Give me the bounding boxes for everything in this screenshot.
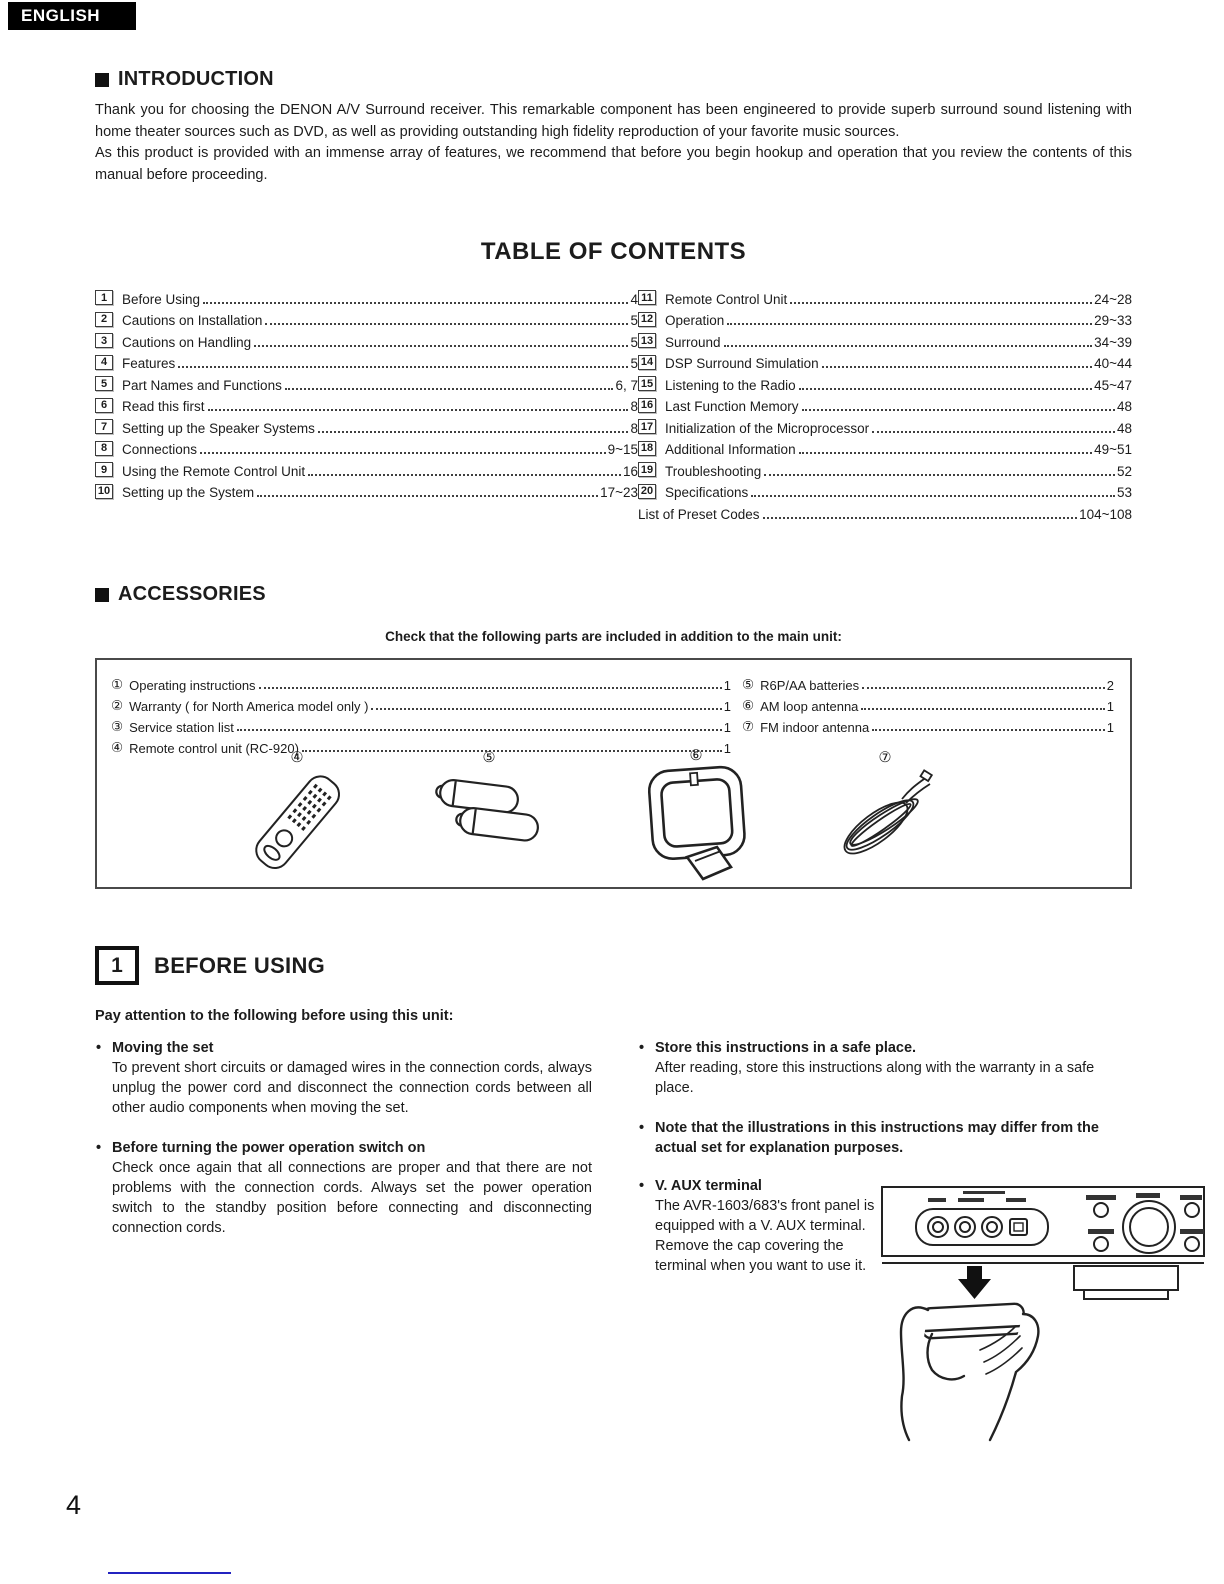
toc-item-page: 48: [1116, 399, 1132, 414]
accessories-right-column: [742, 673, 1114, 757]
toc-item-page: 5: [630, 313, 638, 328]
toc-item-page: 8: [630, 420, 638, 436]
leader-dots: [862, 687, 1105, 689]
vaux-panel-and-hand-illustration: [868, 1182, 1220, 1442]
toc-leader-dots: [318, 431, 629, 433]
accessory-item-qty: 1: [1106, 720, 1114, 735]
accessory-figure-fm-antenna: [825, 750, 945, 867]
accessory-item-qty: 2: [1106, 678, 1114, 693]
toc-item-label: Before Using: [122, 291, 201, 307]
toc-item-number: 6: [95, 398, 113, 413]
toc-item-label: Features: [122, 356, 176, 371]
batteries-illustration: [430, 767, 548, 853]
toc-item-label: Listening to the Radio: [665, 377, 796, 393]
accessory-item-number: ⑤: [742, 677, 755, 692]
table-of-contents: [95, 287, 1132, 524]
toc-item-number: 15: [638, 376, 656, 391]
toc-item-number: 12: [638, 312, 656, 327]
toc-item: [638, 373, 1132, 395]
toc-leader-dots: [872, 431, 1115, 433]
accessory-item-number: ⑦: [742, 719, 755, 734]
toc-leader-dots: [265, 323, 628, 325]
toc-item-number: 19: [638, 462, 656, 477]
leader-dots: [237, 729, 722, 731]
toc-leader-dots: [802, 409, 1115, 411]
toc-item-page: 17~23: [600, 485, 638, 500]
toc-item-label: Cautions on Handling: [122, 334, 252, 350]
toc-item-page: 16: [622, 463, 638, 479]
toc-leader-dots: [799, 388, 1092, 390]
footer-rule: [108, 1572, 231, 1574]
accessories-heading: [95, 583, 266, 606]
toc-item: [95, 330, 638, 352]
toc-item-label: DSP Surround Simulation: [665, 356, 819, 371]
toc-item-number: 4: [95, 355, 113, 370]
toc-item-label: Initialization of the Microprocessor: [665, 420, 870, 436]
bullet-heading: • Store this instructions in a safe place.: [655, 1040, 917, 1056]
before-using-left-column: [95, 1038, 592, 1296]
toc-item: [95, 309, 638, 331]
accessory-item-number: ②: [111, 698, 124, 713]
toc-leader-dots: [751, 495, 1115, 497]
toc-item-label: Surround: [665, 334, 721, 350]
toc-item-number: 1: [95, 290, 113, 305]
toc-item: [638, 287, 1132, 309]
toc-leader-dots: [257, 495, 598, 497]
toc-item: [638, 352, 1132, 374]
toc-item-page: 52: [1116, 463, 1132, 479]
bullet-item: [95, 1038, 592, 1118]
toc-item-label: Specifications: [665, 485, 749, 500]
toc-item-number: 16: [638, 398, 656, 413]
toc-item-page: 45~47: [1094, 377, 1132, 393]
bullet-item: [95, 1138, 592, 1238]
toc-leader-dots: [308, 474, 621, 476]
toc-item-number: 11: [638, 290, 656, 305]
accessory-item-qty: 1: [723, 699, 731, 714]
toc-item-label: Troubleshooting: [665, 463, 762, 479]
toc-leader-dots: [285, 388, 614, 390]
bullet-item: [638, 1038, 1132, 1098]
toc-item-number: 13: [638, 333, 656, 348]
toc-item-label: Read this first: [122, 399, 205, 414]
toc-item-number: 8: [95, 441, 113, 456]
language-tag: ENGLISH: [8, 2, 136, 30]
bullet-body: Check once again that all connections are proper and that there are not problems with the connection cords. Always set the power operation switch to the standby position before connecting and disconnecting connection cords.: [112, 1160, 592, 1236]
before-using-lead: Pay attention to the following before using this unit:: [95, 1008, 454, 1024]
accessory-item: [742, 715, 1114, 736]
accessory-item: [111, 673, 731, 694]
toc-item-number: 5: [95, 376, 113, 391]
toc-title: TABLE OF CONTENTS: [480, 238, 747, 265]
accessory-item-label: Service station list: [129, 720, 234, 735]
figure-number-label: ⑦: [878, 750, 892, 766]
accessory-item-number: ④: [111, 740, 124, 755]
accessory-item: [111, 694, 731, 715]
bullet-item: [638, 1118, 1132, 1158]
bullet-body: The AVR-1603/683's front panel is equipped with a V. AUX terminal. Remove the cap covering the terminal when you want to use it.: [655, 1198, 875, 1274]
toc-leader-dots: [727, 323, 1092, 325]
accessory-item-label: FM indoor antenna: [760, 720, 870, 735]
toc-item: [95, 416, 638, 438]
toc-item-label: Setting up the Speaker Systems: [122, 420, 315, 436]
toc-item: [95, 352, 638, 374]
toc-item-page: 8: [630, 399, 638, 414]
toc-leader-dots: [200, 452, 606, 454]
toc-leader-dots: [208, 409, 629, 411]
figure-number-label: ④: [290, 750, 304, 766]
section-number-box: 1: [95, 946, 139, 985]
toc-item-number: 9: [95, 462, 113, 477]
accessories-title: ACCESSORIES: [118, 583, 266, 605]
accessory-item-label: AM loop antenna: [760, 699, 859, 714]
fm-indoor-antenna-illustration: [826, 767, 944, 867]
section-square-icon: [95, 588, 109, 602]
toc-item: [638, 502, 1132, 524]
toc-item-page: 5: [630, 334, 638, 350]
toc-item-label: Part Names and Functions: [122, 377, 282, 393]
accessory-item-qty: 1: [723, 720, 731, 735]
toc-item: [638, 459, 1132, 481]
toc-item: [95, 459, 638, 481]
accessories-box: [95, 658, 1132, 889]
toc-item-page: 9~15: [607, 442, 638, 457]
bullet-body: After reading, store this instructions along with the warranty in a safe place.: [655, 1060, 1095, 1096]
introduction-heading: [95, 68, 1132, 91]
toc-item-label: List of Preset Codes: [638, 506, 760, 522]
accessory-figure-remote: [237, 750, 357, 879]
toc-item-page: 6, 7: [615, 377, 638, 393]
toc-leader-dots: [178, 366, 628, 368]
toc-item-page: 5: [630, 356, 638, 371]
accessory-item-number: ③: [111, 719, 124, 734]
accessory-item-label: Remote control unit (RC-920): [129, 741, 299, 756]
toc-item-label: Operation: [665, 313, 725, 328]
toc-item-number: 10: [95, 484, 113, 499]
toc-item-page: 34~39: [1094, 334, 1132, 350]
toc-item-label: Last Function Memory: [665, 399, 799, 414]
toc-leader-dots: [790, 302, 1092, 304]
toc-item: [638, 481, 1132, 503]
toc-item-page: 104~108: [1079, 506, 1132, 522]
toc-item-page: 4: [630, 291, 638, 307]
toc-item: [95, 287, 638, 309]
leader-dots: [259, 687, 722, 689]
toc-right-column: [638, 287, 1132, 524]
toc-item-label: Setting up the System: [122, 485, 255, 500]
toc-item-page: 24~28: [1094, 291, 1132, 307]
introduction-paragraph: Thank you for choosing the DENON A/V Surround receiver. This remarkable component has been engineered to provide superb surround sound listening with home theater sources such as DVD, as well as providing outstanding high fidelity reproduction of your favorite music sources.: [95, 102, 1132, 140]
accessory-figure-am-loop-antenna: [629, 748, 763, 883]
toc-item-number: 14: [638, 355, 656, 370]
toc-item: [638, 395, 1132, 417]
accessories-left-column: [111, 673, 731, 757]
accessory-item: [742, 694, 1114, 715]
toc-item-label: Additional Information: [665, 442, 796, 457]
toc-item: [638, 416, 1132, 438]
accessory-item-number: ①: [111, 677, 124, 692]
figure-number-label: ⑤: [482, 750, 496, 766]
toc-left-column: [95, 287, 638, 524]
accessories-subtitle: Check that the following parts are included in addition to the main unit:: [385, 629, 842, 644]
toc-item-page: 49~51: [1094, 442, 1132, 457]
toc-item: [638, 330, 1132, 352]
bullet-heading: • Note that the illustrations in this instructions may differ from the actual set for explanation purposes.: [655, 1120, 1099, 1156]
toc-item-label: Cautions on Installation: [122, 313, 263, 328]
toc-item: [638, 438, 1132, 460]
vaux-terminal-figure: [868, 1182, 1220, 1442]
down-arrow-icon: [958, 1266, 991, 1299]
am-loop-antenna-illustration: [629, 765, 763, 883]
leader-dots: [872, 729, 1105, 731]
toc-item-label: Using the Remote Control Unit: [122, 463, 306, 479]
leader-dots: [861, 708, 1104, 710]
accessory-item-label: R6P/AA batteries: [760, 678, 860, 693]
accessory-item-qty: 1: [1106, 699, 1114, 714]
bullet-body: To prevent short circuits or damaged wires in the connection cords, always unplug the power cord and disconnect the connection cords between all other audio components when moving the set.: [112, 1060, 592, 1116]
toc-item-number: 3: [95, 333, 113, 348]
toc-item-label: Connections: [122, 442, 198, 457]
figure-number-label: ⑥: [689, 748, 703, 764]
toc-leader-dots: [822, 366, 1092, 368]
bullet-heading: • V. AUX terminal: [655, 1178, 762, 1194]
toc-item-page: 40~44: [1094, 356, 1132, 371]
toc-leader-dots: [799, 452, 1093, 454]
accessories-lists: [97, 660, 1130, 757]
accessory-item-label: Operating instructions: [129, 678, 256, 693]
introduction-section: [95, 68, 1132, 186]
toc-item-number: 18: [638, 441, 656, 456]
toc-item-label: Remote Control Unit: [665, 291, 788, 307]
toc-leader-dots: [763, 517, 1078, 519]
page-number: 4: [66, 1490, 82, 1520]
toc-item: [95, 481, 638, 503]
toc-item-number: 7: [95, 419, 113, 434]
introduction-title: INTRODUCTION: [118, 68, 274, 90]
toc-item-number: 2: [95, 312, 113, 327]
remote-control-illustration: [242, 767, 352, 879]
toc-item: [95, 438, 638, 460]
before-using-heading: [95, 946, 325, 985]
bullet-heading: • Before turning the power operation switch on: [112, 1140, 426, 1156]
toc-item: [95, 395, 638, 417]
toc-item-page: 29~33: [1094, 313, 1132, 328]
section-square-icon: [95, 73, 109, 87]
bullet-heading: • Moving the set: [112, 1040, 214, 1056]
accessory-figure-batteries: [429, 750, 549, 853]
accessory-item: [742, 673, 1114, 694]
leader-dots: [371, 708, 721, 710]
accessory-item-number: ⑥: [742, 698, 755, 713]
toc-item: [95, 373, 638, 395]
toc-item-page: 53: [1116, 485, 1132, 500]
before-using-title: BEFORE USING: [154, 952, 326, 978]
toc-leader-dots: [764, 474, 1115, 476]
accessory-item-qty: 1: [723, 678, 731, 693]
toc-item-number: 17: [638, 419, 656, 434]
toc-item: [638, 309, 1132, 331]
toc-item-page: 48: [1116, 420, 1132, 436]
toc-item-number: 20: [638, 484, 656, 499]
toc-leader-dots: [724, 345, 1093, 347]
toc-leader-dots: [254, 345, 628, 347]
toc-leader-dots: [203, 302, 628, 304]
accessory-item-label: Warranty ( for North America model only ): [129, 699, 369, 714]
introduction-paragraph: As this product is provided with an immense array of features, we recommend that before you begin hookup and operation that you review the contents of this manual before proceeding.: [95, 145, 1132, 183]
accessory-item-qty: 1: [723, 741, 731, 756]
accessory-item: [111, 715, 731, 736]
